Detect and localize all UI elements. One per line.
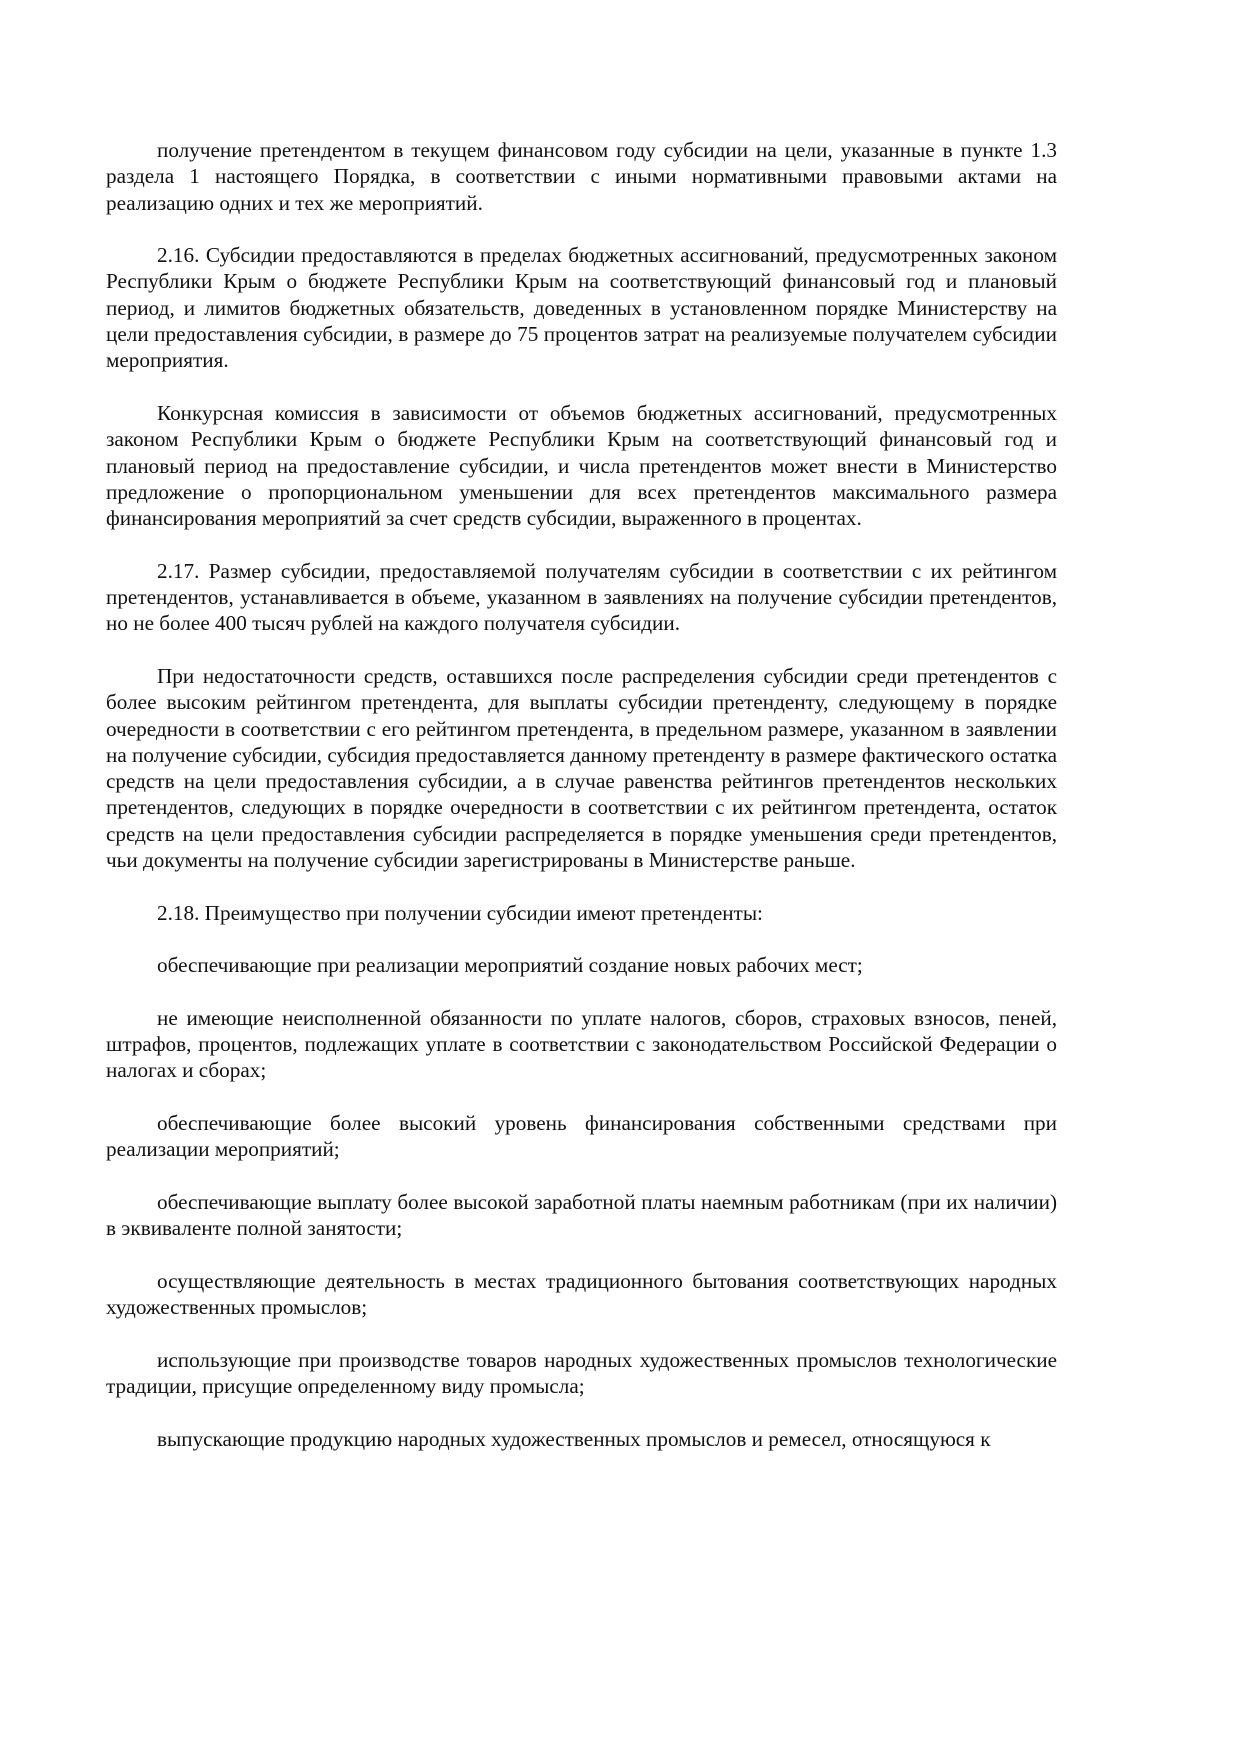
paragraph-2-16-commission: Конкурсная комиссия в зависимости от объемов бюджетных ассигнований, предусмотренных законом Республики Крым о бюджете Республики Крым на соответствующий финансовый год и плановый период на предоставление субсидии, и числа претендентов может внести в Министерство предложение о пропорциональном уменьшении для всех претендентов максимального размера финансирования мероприятий за счет средств субсидии, выраженного в процентах. <box>106 400 1057 531</box>
list-item-own-funding: обеспечивающие более высокий уровень финансирования собственными средствами при реализации мероприятий; <box>106 1110 1057 1162</box>
paragraph-continuation: получение претендентом в текущем финансовом году субсидии на цели, указанные в пункте 1.3 раздела 1 настоящего Порядка, в соответствии с иными нормативными правовыми актами на реализацию одних и тех же мероприятий. <box>106 138 1057 215</box>
document-page <box>106 137 1057 1478</box>
list-item-technological-traditions: использующие при производстве товаров народных художественных промыслов технологические традиции, присущие определенному виду промысла; <box>106 1347 1057 1398</box>
paragraph-2-17: 2.17. Размер субсидии, предоставляемой получателям субсидии в соответствии с их рейтингом претендентов, устанавливается в объеме, указанном в заявлениях на получение субсидии претендентов, но не более 400 тысяч рублей на каждого получателя субсидии. <box>106 558 1057 636</box>
paragraph-2-17-insufficiency: При недостаточности средств, оставшихся после распределения субсидии среди претендентов с более высоким рейтингом претендента, для выплаты субсидии претенденту, следующему в порядке очередности в соответствии с его рейтингом претендента, в предельном размере, указанном в заявлении на получение субсидии, субсидия предоставляется данному претенденту в размере фактического остатка средств на цели предоставления субсидии, а в случае равенства рейтингов претендентов нескольких претендентов, следующих в порядке очередности в соответствии с их рейтингом претендента, остаток средств на цели предоставления субсидии распределяется в порядке уменьшения среди претендентов, чьи документы на получение субсидии зарегистрированы в Министерстве раньше. <box>106 663 1057 873</box>
list-item-higher-wages: обеспечивающие выплату более высокой заработной платы наемным работникам (при их наличии) в эквиваленте полной занятости; <box>106 1189 1057 1241</box>
list-item-crafts-products: выпускающие продукцию народных художественных промыслов и ремесел, относящуюся к <box>157 1426 991 1451</box>
list-item-no-tax-debt: не имеющие неисполненной обязанности по уплате налогов, сборов, страховых взносов, пеней, штрафов, процентов, подлежащих уплате в соответствии с законодательством Российской Федерации о налогах и сборах; <box>106 1005 1057 1083</box>
paragraph-2-18: 2.18. Преимущество при получении субсидии имеют претенденты: <box>157 900 763 925</box>
list-item-new-jobs: обеспечивающие при реализации мероприятий создание новых рабочих мест; <box>157 953 863 978</box>
paragraph-2-16: 2.16. Субсидии предоставляются в пределах бюджетных ассигнований, предусмотренных законом Республики Крым о бюджете Республики Крым на соответствующий финансовый год и плановый период, и лимитов бюджетных обязательств, доведенных в установленном порядке Министерству на цели предоставления субсидии, в размере до 75 процентов затрат на реализуемые получателем субсидии мероприятия. <box>106 243 1057 373</box>
list-item-traditional-places: осуществляющие деятельность в местах традиционного бытования соответствующих народных художественных промыслов; <box>106 1268 1057 1320</box>
